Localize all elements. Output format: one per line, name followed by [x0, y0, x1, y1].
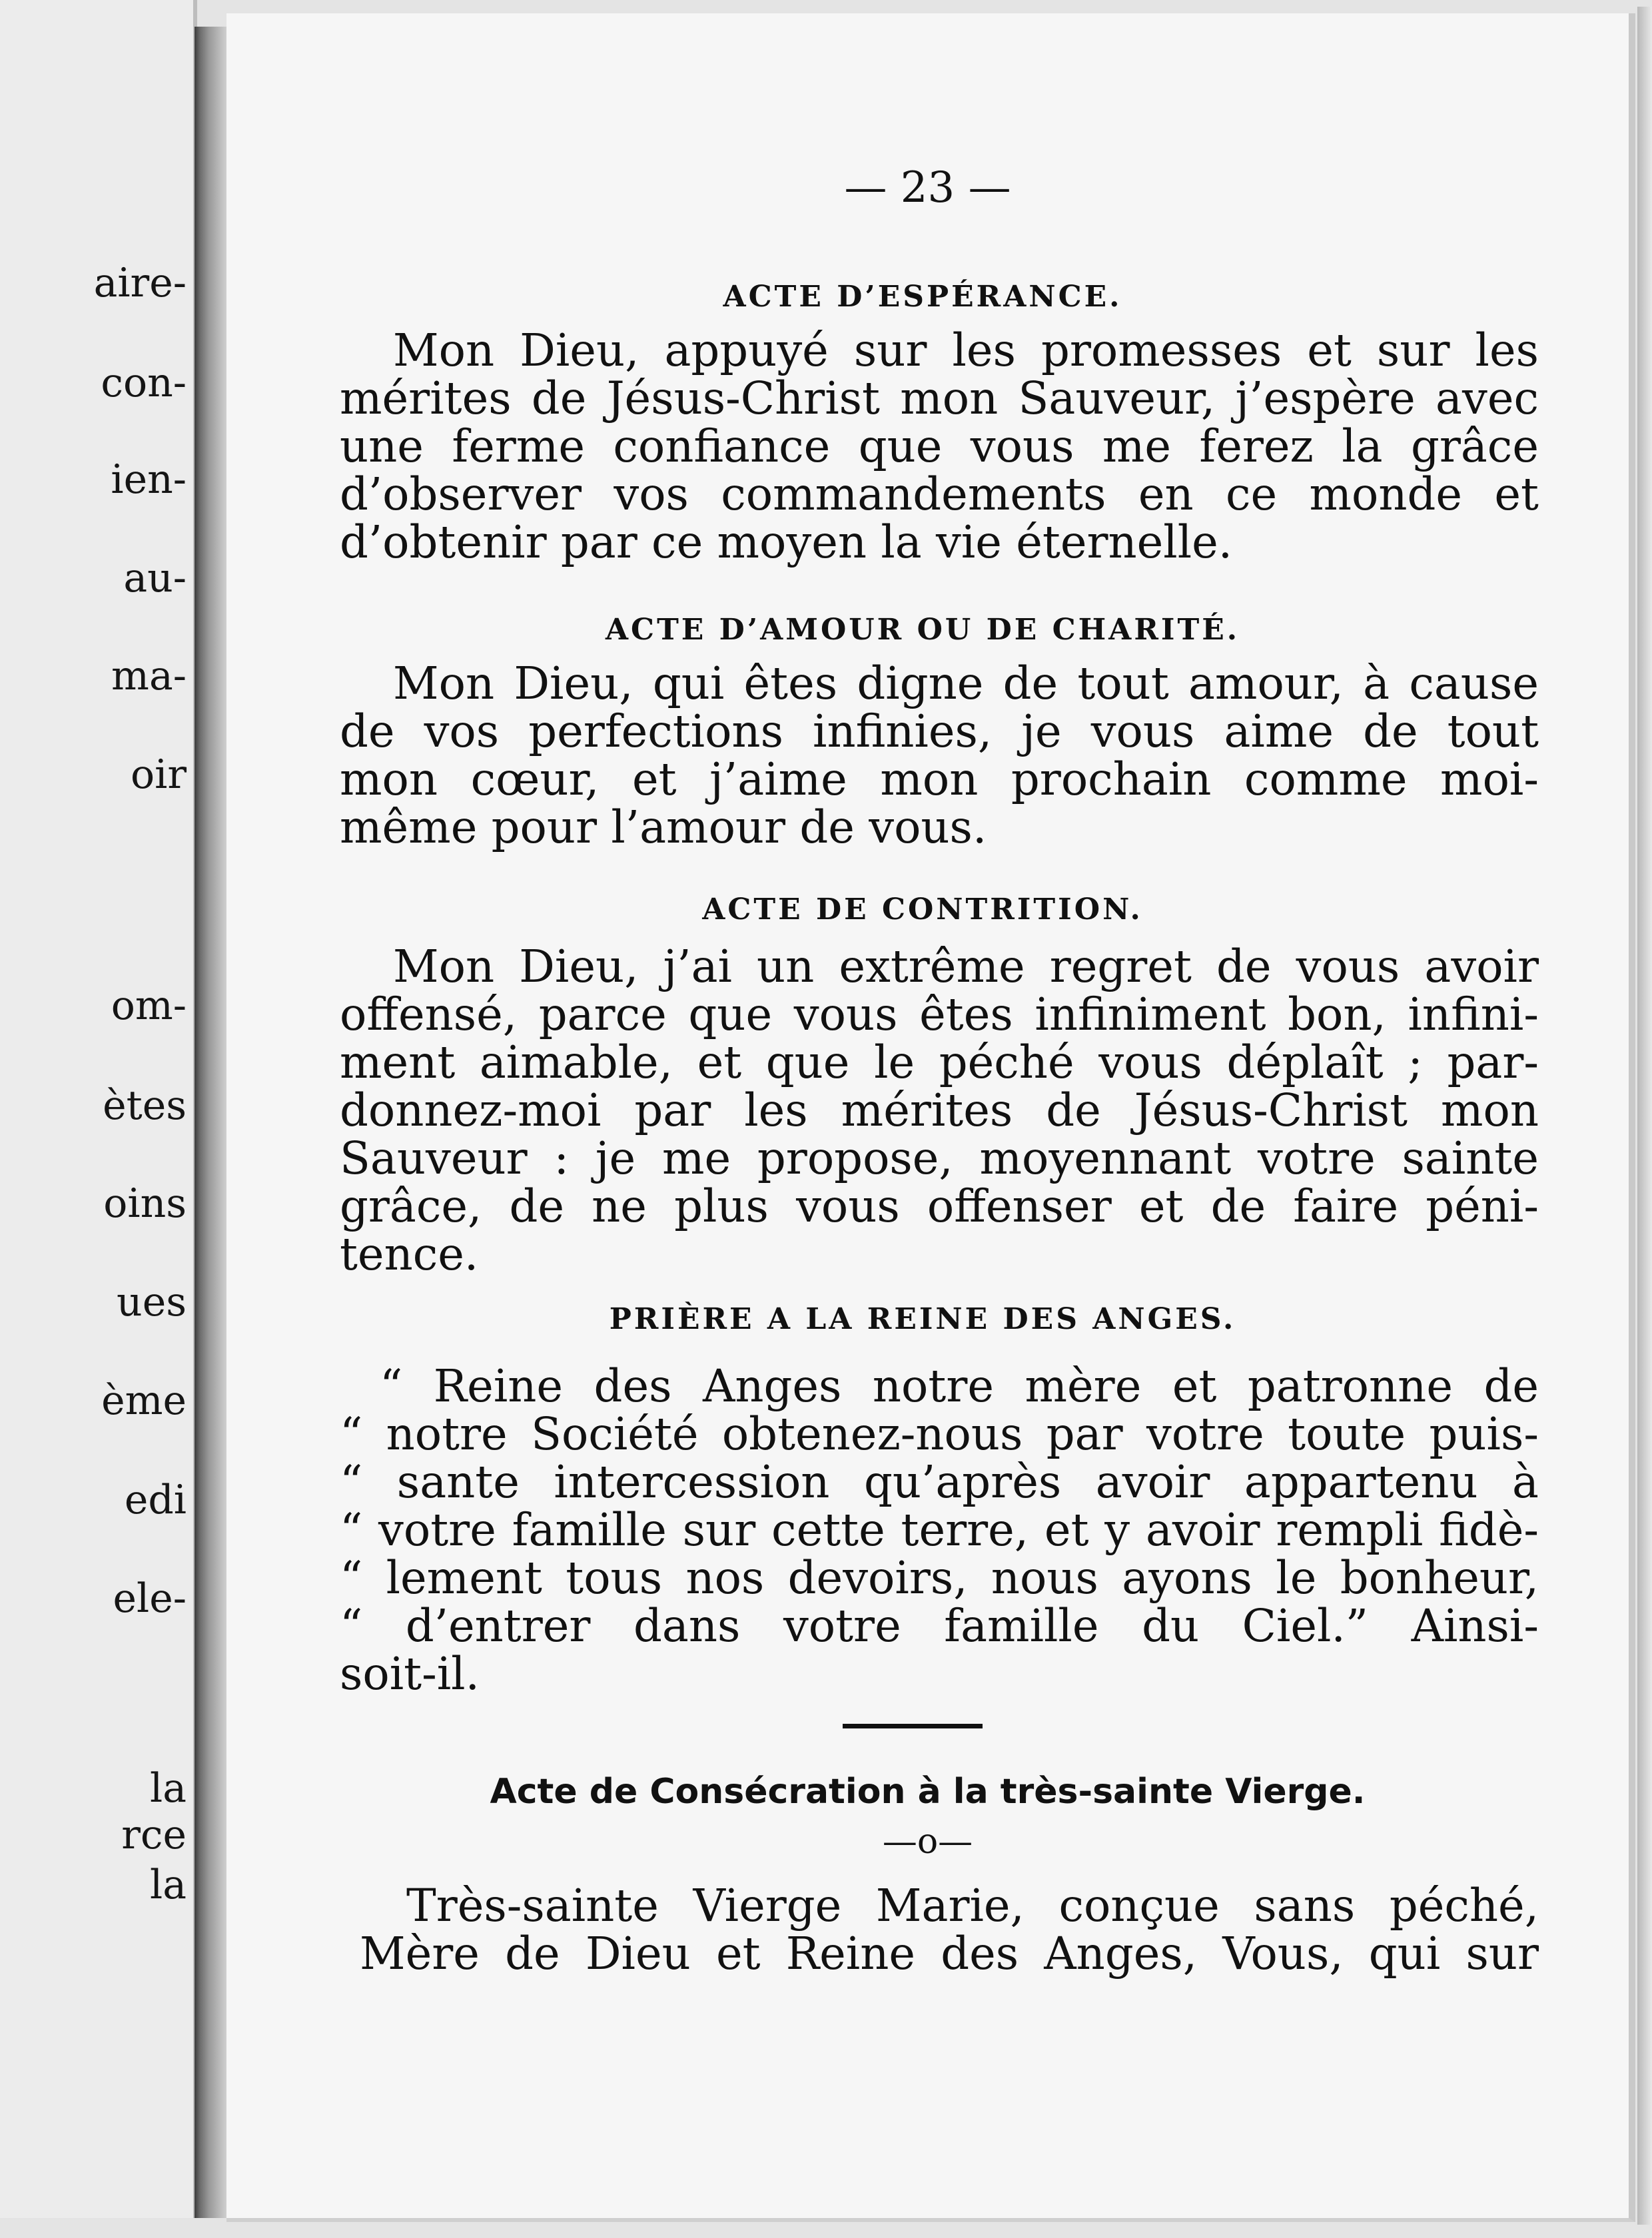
text-line: “ d’entrer dans votre famille du Ciel.” Ainsi- — [340, 1600, 1539, 1652]
text-line: grâce, de ne plus vous offenser et de faire péni- — [340, 1180, 1539, 1232]
book-spine — [195, 27, 226, 2218]
text-line: “ votre famille sur cette terre, et y avoir rempli fidè- — [340, 1504, 1539, 1556]
text-line: mon cœur, et j’aime mon prochain comme moi- — [340, 753, 1539, 805]
fragment-text: au- — [123, 555, 187, 601]
fragment-text: om- — [111, 982, 187, 1029]
page-23 — [226, 13, 1635, 2222]
text-line: “ notre Société obtenez-nous par votre toute puis- — [340, 1408, 1539, 1460]
section-title-contrition: ACTE DE CONTRITION. — [702, 893, 1143, 927]
text-line: “ Reine des Anges notre mère et patronne de — [380, 1360, 1539, 1412]
section-title-esperance: ACTE D’ESPÉRANCE. — [723, 280, 1122, 314]
fragment-text: ues — [117, 1279, 187, 1325]
text-line: “ sante intercession qu’après avoir appartenu à — [340, 1456, 1539, 1508]
text-line: donnez-moi par les mérites de Jésus-Christ mon — [340, 1084, 1539, 1136]
paragraph-esperance — [340, 326, 1539, 566]
fragment-text: oins — [103, 1180, 187, 1227]
fragment-text: oir — [131, 751, 187, 798]
paragraph-priere — [340, 1362, 1539, 1698]
paragraph-consecration — [360, 1882, 1539, 1978]
text-line: d’obtenir par ce moyen la vie éternelle. — [340, 516, 1233, 568]
page-number: — 23 — — [844, 163, 1011, 212]
text-line: tence. — [340, 1228, 479, 1280]
fragment-text: ètes — [103, 1082, 187, 1129]
fragment-text: la — [150, 1862, 187, 1908]
fragment-text: aire- — [93, 260, 187, 306]
ornament-mark: —o— — [882, 1822, 973, 1862]
fragment-text: rce — [121, 1812, 187, 1858]
page-edge — [1637, 7, 1652, 2225]
section-title-amour: ACTE D’AMOUR OU DE CHARITÉ. — [605, 613, 1240, 647]
section-divider — [843, 1724, 983, 1728]
text-line: d’observer vos commandements en ce monde et — [340, 468, 1539, 520]
text-line: offensé, parce que vous êtes infiniment bon, infini- — [340, 988, 1539, 1040]
text-line: de vos perfections infinies, je vous aime de tout — [340, 705, 1539, 757]
paragraph-amour — [340, 659, 1539, 851]
fragment-text: con- — [101, 360, 187, 406]
fragment-text: ien- — [111, 456, 187, 503]
previous-page-fragment — [0, 0, 197, 2218]
text-line: Sauveur : je me propose, moyennant votre sainte — [340, 1132, 1539, 1184]
text-line: Très-sainte Vierge Marie, conçue sans péché, — [406, 1880, 1539, 1932]
text-line: Mon Dieu, j’ai un extrême regret de vous avoir — [393, 940, 1539, 992]
text-line: soit-il. — [340, 1648, 480, 1700]
text-line: Mon Dieu, qui êtes digne de tout amour, à cause — [393, 657, 1539, 709]
fragment-text: ma- — [111, 653, 187, 699]
paragraph-contrition — [340, 942, 1539, 1278]
text-line: une ferme confiance que vous me ferez la grâce — [340, 420, 1539, 472]
fragment-text: ele- — [113, 1575, 187, 1622]
fragment-text: la — [150, 1765, 187, 1812]
section-title-priere: PRIÈRE A LA REINE DES ANGES. — [609, 1302, 1236, 1336]
text-line: mérites de Jésus-Christ mon Sauveur, j’espère avec — [340, 372, 1539, 424]
text-line: “ lement tous nos devoirs, nous ayons le bonheur, — [340, 1552, 1539, 1604]
text-line: même pour l’amour de vous. — [340, 801, 987, 853]
text-line: Mon Dieu, appuyé sur les promesses et sur les — [393, 324, 1539, 376]
text-line: ment aimable, et que le péché vous déplaît ; par- — [340, 1036, 1539, 1088]
fragment-text: edi — [124, 1477, 187, 1523]
text-line: Mère de Dieu et Reine des Anges, Vous, qui sur — [360, 1928, 1539, 1980]
consecration-title: Acte de Consécration à la très-sainte Vierge. — [490, 1772, 1366, 1812]
fragment-text: ème — [101, 1377, 187, 1424]
